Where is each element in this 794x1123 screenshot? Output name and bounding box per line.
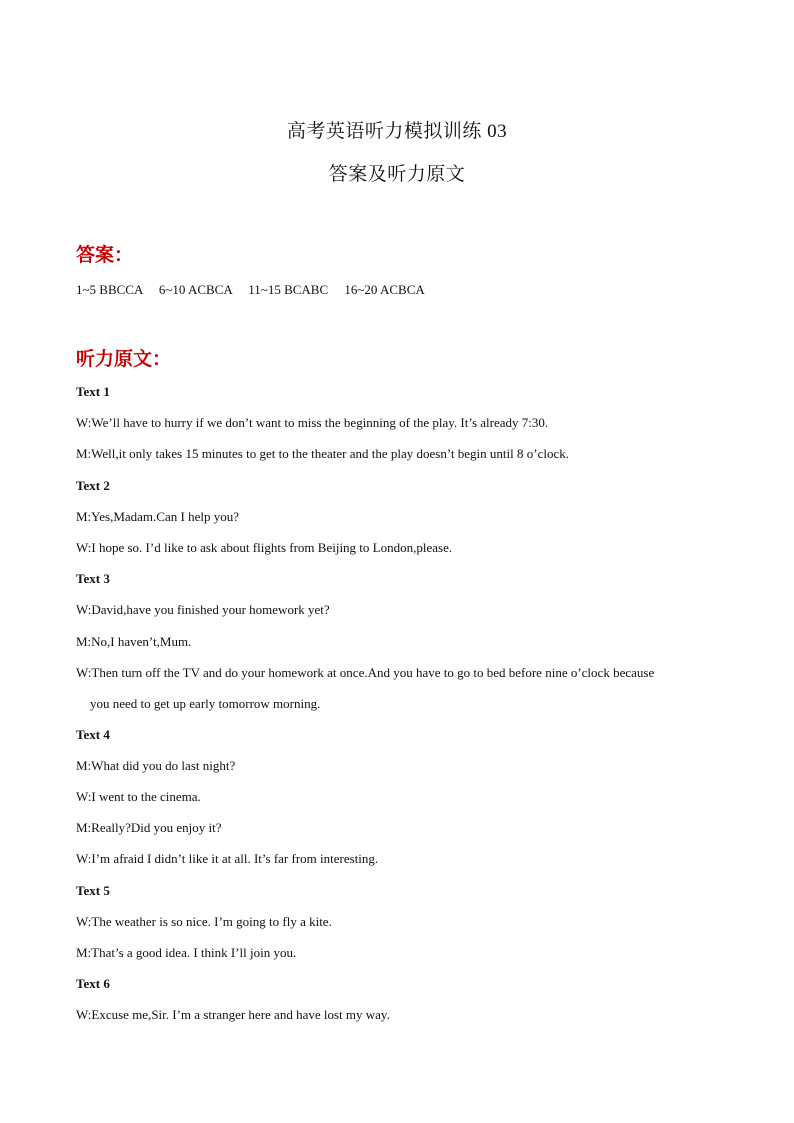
dialogue-line: [76, 601, 726, 632]
dialogue-text: W:The weather is so nice. I’m going to fly a kite.: [76, 913, 332, 929]
dialogue-line: [76, 1006, 726, 1037]
dialogue-line: [76, 788, 726, 819]
document-subtitle: 答案及听力原文: [328, 164, 466, 185]
section-label: [76, 383, 726, 414]
dialogue-line: [76, 445, 726, 476]
dialogue-text: W:Excuse me,Sir. I’m a stranger here and have lost my way.: [76, 1007, 390, 1023]
dialogue-line: [76, 539, 726, 570]
section-label: [76, 477, 726, 508]
dialogue-text: W:David,have you finished your homework yet?: [76, 602, 330, 618]
section-label: [76, 726, 726, 757]
dialogue-text: W:I hope so. I’d like to ask about flights from Beijing to London,please.: [76, 539, 453, 555]
dialogue-line: [76, 819, 726, 850]
section-label: [76, 882, 726, 913]
dialogue-continuation: you need to get up early tomorrow morning.: [90, 695, 321, 711]
dialogue-text: W:We’ll have to hurry if we don’t want to miss the beginning of the play. It’s already 7:30.: [76, 415, 549, 431]
dialogue-text: M:Really?Did you enjoy it?: [76, 820, 222, 836]
dialogue-line: [76, 850, 726, 881]
answers-text: 1~5 BBCCA 6~10 ACBCA 11~15 BCABC 16~20 ACBCA: [76, 282, 425, 297]
dialogue-line: [76, 664, 726, 712]
dialogue-text: W:I went to the cinema.: [76, 789, 201, 805]
section-label-text: Text 6: [76, 976, 110, 992]
dialogue-text: W:Then turn off the TV and do your homework at once.And you have to go to bed before nine o’clock because: [76, 664, 655, 680]
answers-heading: 答案：: [76, 245, 134, 266]
dialogue-line: [76, 414, 726, 445]
dialogue-text: M:What did you do last night?: [76, 757, 236, 773]
dialogue-text: M:That’s a good idea. I think I’ll join you.: [76, 945, 297, 960]
dialogue-line: [76, 944, 726, 975]
dialogue-text: W:I’m afraid I didn’t like it at all. It’s far from interesting.: [76, 851, 379, 867]
dialogue-line: [76, 757, 726, 788]
section-label-text: Text 2: [76, 477, 110, 493]
document-title: 高考英语听力模拟训练 03: [286, 121, 508, 142]
dialogue-text: M:No,I haven’t,Mum.: [76, 633, 192, 649]
script-heading: 听力原文：: [76, 349, 172, 370]
section-label-text: Text 5: [76, 882, 110, 898]
dialogue-line: [76, 508, 726, 539]
script-body: [76, 383, 726, 1038]
dialogue-line: [76, 633, 726, 664]
section-label-text: Text 1: [76, 384, 110, 399]
dialogue-line: [76, 913, 726, 944]
dialogue-text: M:Well,it only takes 15 minutes to get to the theater and the play doesn’t begin until 8 o’clock.: [76, 446, 569, 462]
section-label: [76, 570, 726, 601]
section-label: [76, 975, 726, 1006]
section-label-text: Text 3: [76, 571, 110, 587]
dialogue-text: M:Yes,Madam.Can I help you?: [76, 508, 239, 524]
section-label-text: Text 4: [76, 726, 110, 742]
